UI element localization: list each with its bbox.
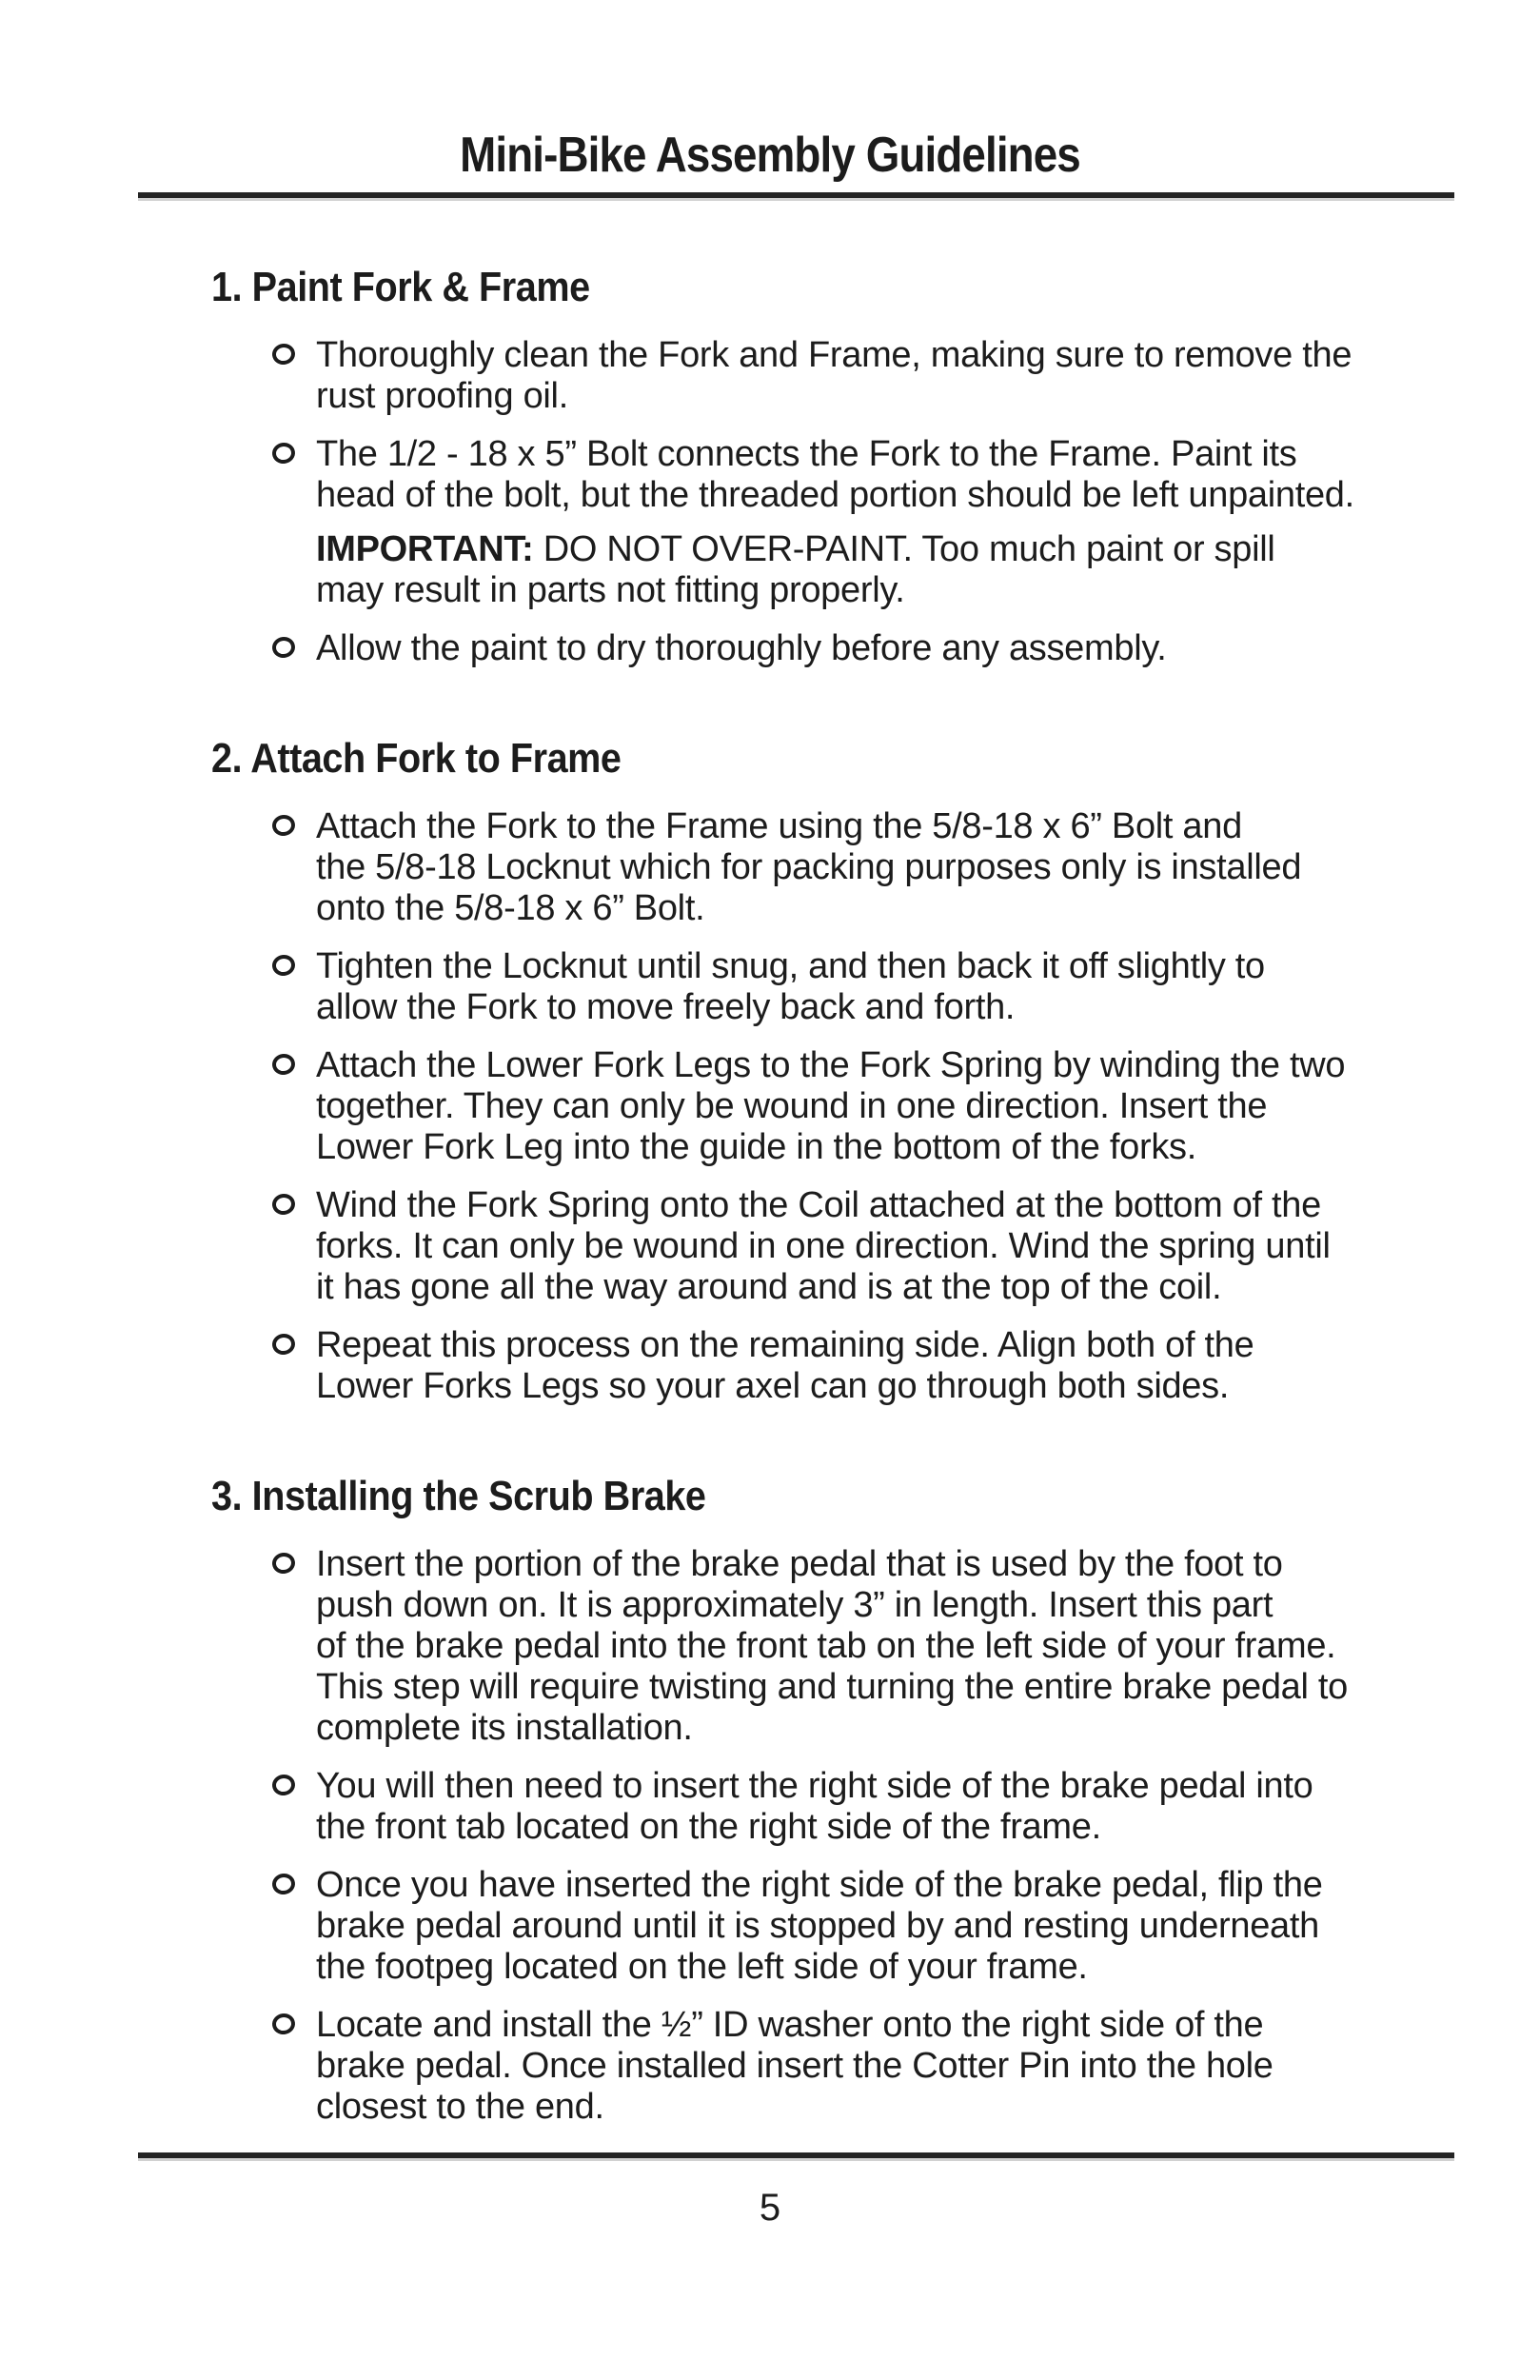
list-item-text — [316, 806, 1301, 929]
list-item-line: Locate and install the ½” ID washer onto the right side of the — [316, 2005, 1264, 2045]
list-item-line: This step will require twisting and turning the entire brake pedal to — [316, 1667, 1349, 1707]
list-item — [269, 628, 1540, 669]
important-note-line: may result in parts not fitting properly. — [316, 570, 905, 610]
section — [0, 736, 1540, 1407]
list-item-text — [316, 2005, 1273, 2128]
list-item-line: Once you have inserted the right side of the brake pedal, flip the — [316, 1865, 1323, 1905]
list-item-line: it has gone all the way around and is at the top of the coil. — [316, 1267, 1222, 1307]
list-item-line: together. They can only be wound in one direction. Insert the — [316, 1086, 1268, 1126]
list-item — [269, 1865, 1540, 1988]
list-item-text — [316, 434, 1354, 516]
page-number: 5 — [759, 2187, 781, 2229]
list-item — [269, 335, 1540, 417]
list-item-text — [316, 1325, 1254, 1407]
list-item — [269, 1544, 1540, 1749]
list-item-line: Allow the paint to dry thoroughly before any assembly. — [316, 628, 1167, 668]
list-item-line: push down on. It is approximately 3” in length. Insert this part — [316, 1585, 1273, 1625]
list-item-text — [316, 1544, 1348, 1749]
list-item-text — [316, 946, 1265, 1028]
footer-divider — [138, 2152, 1454, 2158]
list-item — [269, 1766, 1540, 1848]
list-item-line: of the brake pedal into the front tab on the left side of your frame. — [316, 1626, 1336, 1666]
list-item-line: Attach the Fork to the Frame using the 5/8-18 x 6” Bolt and — [316, 806, 1242, 846]
list-item — [269, 946, 1540, 1028]
list-item-line: forks. It can only be wound in one direction. Wind the spring until — [316, 1226, 1331, 1266]
content — [0, 265, 1540, 2128]
list-item-line: Wind the Fork Spring onto the Coil attached at the bottom of the — [316, 1185, 1321, 1225]
list-item-line: brake pedal around until it is stopped by and resting underneath — [316, 1906, 1319, 1946]
list-item — [269, 434, 1540, 516]
list-item-text — [316, 1865, 1323, 1988]
bullet-circle-icon — [271, 635, 297, 659]
bullet-circle-icon — [271, 953, 297, 977]
bullet-circle-icon — [271, 1332, 297, 1356]
list-item-line: rust proofing oil. — [316, 376, 568, 416]
list-item-line: Lower Forks Legs so your axel can go through both sides. — [316, 1366, 1230, 1406]
list-item-line: Insert the portion of the brake pedal that is used by the foot to — [316, 1544, 1283, 1584]
list-item — [269, 2005, 1540, 2128]
important-note-label: IMPORTANT: — [316, 529, 534, 569]
list-item-line: allow the Fork to move freely back and forth. — [316, 987, 1016, 1027]
document-title: Mini-Bike Assembly Guidelines — [460, 128, 1080, 183]
bullet-circle-icon — [271, 2012, 297, 2035]
list-item-text — [316, 1045, 1345, 1168]
list-item-text — [316, 335, 1352, 417]
list-item-line: closest to the end. — [316, 2087, 604, 2127]
section-heading: 1. Paint Fork & Frame — [211, 264, 590, 310]
list-item-text — [316, 628, 1166, 669]
list-item-line: complete its installation. — [316, 1708, 693, 1748]
bullet-circle-icon — [271, 1052, 297, 1076]
list-item-line: Tighten the Locknut until snug, and then back it off slightly to — [316, 946, 1265, 986]
bullet-circle-icon — [271, 342, 297, 366]
list-item-text — [316, 1185, 1331, 1308]
bullet-circle-icon — [271, 1872, 297, 1895]
important-note-line — [316, 529, 1540, 570]
list-item-line: Lower Fork Leg into the guide in the bottom of the forks. — [316, 1127, 1196, 1167]
list-item-line: Thoroughly clean the Fork and Frame, making sure to remove the — [316, 335, 1352, 375]
section — [0, 1474, 1540, 2128]
section-heading: 2. Attach Fork to Frame — [211, 735, 622, 782]
list-item-line: head of the bolt, but the threaded portion should be left unpainted. — [316, 475, 1354, 515]
bullet-circle-icon — [271, 1192, 297, 1216]
list-item-line: onto the 5/8-18 x 6” Bolt. — [316, 888, 705, 928]
list-item-line: You will then need to insert the right side of the brake pedal into — [316, 1766, 1313, 1806]
list-item-text — [316, 1766, 1313, 1848]
list-item-line: The 1/2 - 18 x 5” Bolt connects the Fork to the Frame. Paint its — [316, 434, 1297, 474]
important-note — [316, 529, 1540, 611]
bullet-circle-icon — [271, 1551, 297, 1575]
list-item — [269, 1045, 1540, 1168]
section-heading: 3. Installing the Scrub Brake — [211, 1473, 706, 1519]
list-item — [269, 806, 1540, 929]
important-note-text: DO NOT OVER-PAINT. Too much paint or spill — [543, 529, 1275, 569]
bullet-circle-icon — [271, 1773, 297, 1796]
bullet-circle-icon — [271, 813, 297, 837]
list-item-line: the footpeg located on the left side of your frame. — [316, 1947, 1088, 1987]
title-divider — [138, 192, 1454, 198]
list-item-line: brake pedal. Once installed insert the Cotter Pin into the hole — [316, 2046, 1273, 2086]
list-item — [269, 1185, 1540, 1308]
list-item — [269, 1325, 1540, 1407]
section — [0, 265, 1540, 669]
list-item-line: Attach the Lower Fork Legs to the Fork Spring by winding the two — [316, 1045, 1346, 1085]
list-item-line: Repeat this process on the remaining side. Align both of the — [316, 1325, 1254, 1365]
bullet-circle-icon — [271, 441, 297, 465]
list-item-line: the 5/8-18 Locknut which for packing purposes only is installed — [316, 847, 1302, 887]
list-item-line: the front tab located on the right side of the frame. — [316, 1807, 1101, 1847]
